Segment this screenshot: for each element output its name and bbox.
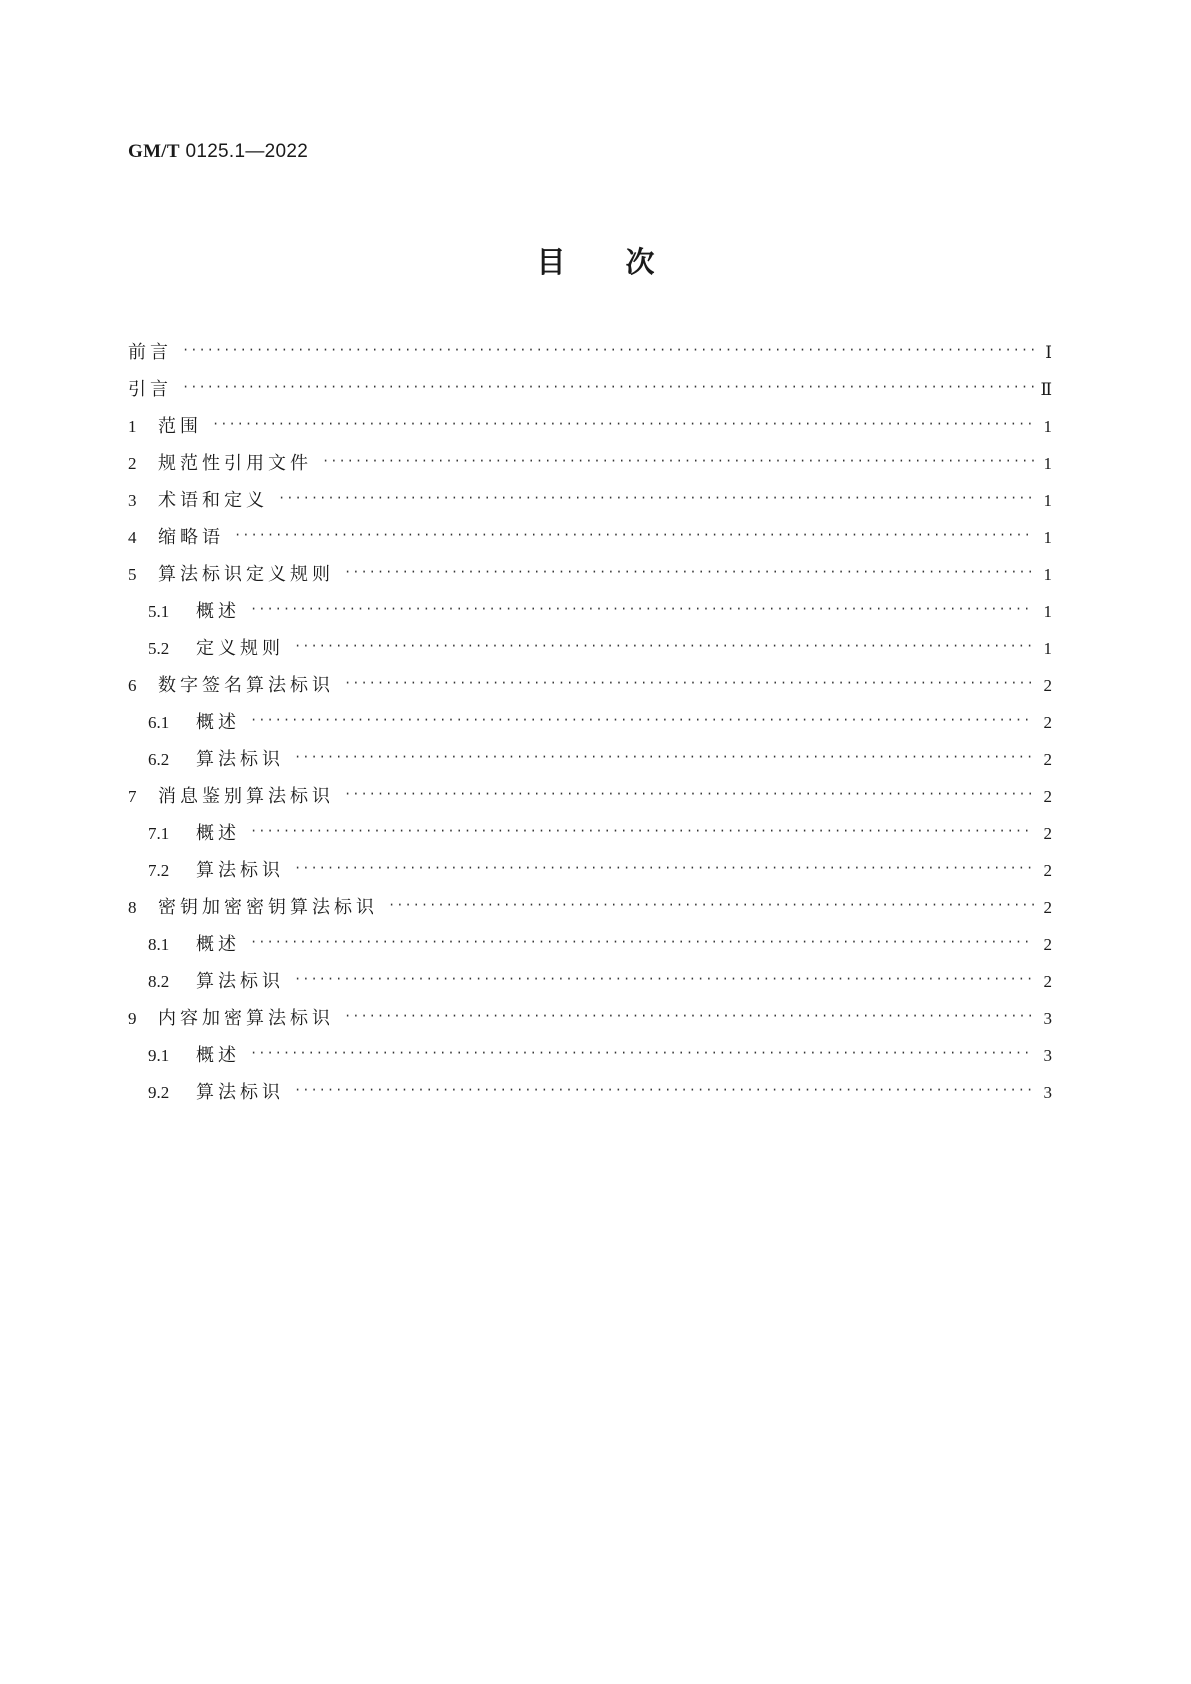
toc-dot-leader [344,781,1034,807]
toc-entry-number: 3 [128,491,137,510]
toc-entry-number: 6.1 [148,713,170,732]
toc-entry[interactable] [128,969,1052,1006]
toc-entry-title: 术语和定义 [158,490,268,511]
toc-entry-page: 2 [1043,750,1052,769]
toc-entry-title: 算法标识 [196,1082,284,1103]
toc-entry-number: 4 [128,528,137,547]
toc-entry-number: 5.1 [148,602,170,621]
toc-entry-page: 1 [1043,454,1052,473]
toc-dot-leader [278,485,1034,511]
toc-entry-page: 3 [1043,1083,1052,1102]
toc-entry-title: 概述 [196,601,240,622]
toc-entry-title: 概述 [196,823,240,844]
toc-dot-leader [294,633,1034,659]
toc-entry-page: 2 [1043,972,1052,991]
toc-entry-title: 概述 [196,934,240,955]
document-code [128,140,308,164]
toc-entry-page: 1 [1043,565,1052,584]
toc-entry[interactable] [128,1006,1052,1043]
toc-entry-number: 7.2 [148,861,170,880]
toc-entry-title: 消息鉴别算法标识 [158,786,334,807]
toc-entry-title: 概述 [196,712,240,733]
toc-entry-number: 6 [128,676,137,695]
toc-entry-page: Ⅱ [1040,380,1052,399]
toc-entry-number: 6.2 [148,750,170,769]
toc-entry[interactable] [128,451,1052,488]
toc-entry[interactable] [128,1043,1052,1080]
toc-entry-number: 9.1 [148,1046,170,1065]
toc-entry[interactable] [128,858,1052,895]
toc-entry[interactable] [128,784,1052,821]
toc-entry[interactable] [128,673,1052,710]
toc-dot-leader [182,337,1034,363]
toc-entry[interactable] [128,747,1052,784]
toc-entry[interactable] [128,710,1052,747]
toc-entry-page: 1 [1043,528,1052,547]
toc-entry-page: 3 [1043,1046,1052,1065]
toc-entry-number: 8.1 [148,935,170,954]
toc-entry-page: 1 [1043,491,1052,510]
toc-dot-leader [294,855,1034,881]
toc-entry-title: 密钥加密密钥算法标识 [158,897,378,918]
toc-dot-leader [212,411,1034,437]
toc-dot-leader [234,522,1034,548]
toc-dot-leader [250,818,1034,844]
toc-dot-leader [388,892,1034,918]
toc-entry-page: 2 [1043,898,1052,917]
toc-dot-leader [250,707,1034,733]
toc-entry[interactable] [128,414,1052,451]
toc-entry-page: 2 [1043,824,1052,843]
toc-entry[interactable] [128,1080,1052,1117]
toc-entry[interactable] [128,895,1052,932]
toc-dot-leader [344,670,1034,696]
toc-entry[interactable] [128,525,1052,562]
toc-entry-title: 缩略语 [158,527,224,548]
toc-entry[interactable] [128,377,1052,414]
toc-entry-page: 2 [1043,713,1052,732]
toc-entry-title: 引言 [128,379,172,400]
document-code-prefix: GM/T [128,141,180,162]
toc-dot-leader [344,559,1034,585]
toc-entry[interactable] [128,821,1052,858]
toc-entry-title: 算法标识 [196,860,284,881]
toc-entry-title: 算法标识定义规则 [158,564,334,585]
toc-entry-title: 算法标识 [196,749,284,770]
toc-entry-page: Ⅰ [1045,343,1052,362]
toc-entry[interactable] [128,488,1052,525]
toc-dot-leader [294,744,1034,770]
toc-dot-leader [250,1040,1034,1066]
toc-dot-leader [294,1077,1034,1103]
toc-dot-leader [322,448,1034,474]
toc-entry-title: 前言 [128,342,172,363]
toc-entry-title: 规范性引用文件 [158,453,312,474]
toc-entry-title: 内容加密算法标识 [158,1008,334,1029]
toc-entry[interactable] [128,599,1052,636]
toc-entry-page: 1 [1043,602,1052,621]
toc-dot-leader [294,966,1034,992]
toc-entry-title: 定义规则 [196,638,284,659]
toc-entry-number: 2 [128,454,137,473]
table-of-contents [128,340,1052,1117]
toc-entry-page: 3 [1043,1009,1052,1028]
toc-entry-page: 2 [1043,787,1052,806]
toc-entry-number: 9 [128,1009,137,1028]
toc-entry-number: 9.2 [148,1083,170,1102]
toc-entry-number: 5 [128,565,137,584]
toc-entry-page: 1 [1043,417,1052,436]
toc-entry-title: 算法标识 [196,971,284,992]
toc-title: 目次 [536,245,715,279]
toc-entry-page: 1 [1043,639,1052,658]
toc-entry-number: 8 [128,898,137,917]
document-code-number: 0125.1—2022 [179,141,309,162]
toc-entry-number: 7.1 [148,824,170,843]
toc-dot-leader [344,1003,1034,1029]
toc-entry-title: 数字签名算法标识 [158,675,334,696]
toc-entry-number: 8.2 [148,972,170,991]
toc-entry-page: 2 [1043,935,1052,954]
toc-entry-page: 2 [1043,676,1052,695]
toc-entry[interactable] [128,340,1052,377]
toc-entry-title: 范围 [158,416,202,437]
toc-entry-number: 7 [128,787,137,806]
toc-entry-page: 2 [1043,861,1052,880]
toc-entry[interactable] [128,562,1052,599]
toc-entry-number: 1 [128,417,137,436]
toc-dot-leader [182,374,1034,400]
toc-entry-number: 5.2 [148,639,170,658]
toc-entry[interactable] [128,636,1052,673]
toc-dot-leader [250,596,1034,622]
toc-entry-title: 概述 [196,1045,240,1066]
toc-dot-leader [250,929,1034,955]
toc-entry[interactable] [128,932,1052,969]
